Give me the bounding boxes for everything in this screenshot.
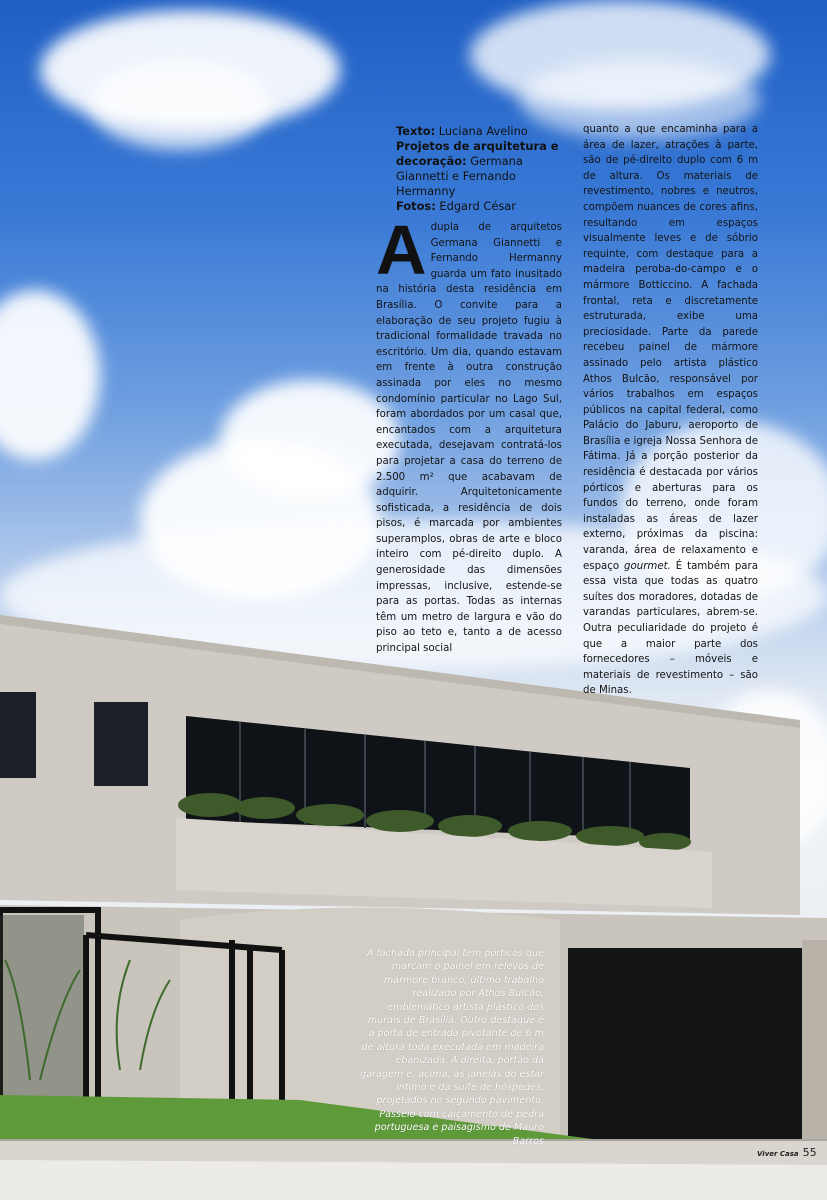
credit-photos-author: Edgard César [439,199,516,213]
credit-label-text: Texto: [396,124,436,138]
garage-door [568,948,802,1140]
page-number: 55 [802,1146,817,1159]
article-col2-text-b: É também para essa vista que todas as quatro suítes dos moradores, dotadas de varandas particulares, abrem-se. Outra peculiaridade do projeto é que a maior parte dos fornecedores – móveis e materiais de revestimento – são de Minas. [583,560,758,697]
credit-text-author: Luciana Avelino [438,124,528,138]
article-column-1 [376,211,562,657]
drop-cap: A [376,211,427,289]
credit-label-photos: Fotos: [396,199,436,213]
credit-label-projects: Projetos de arquitetura e decoração: [396,139,559,168]
article-col2-text-a: quanto a que encaminha para a área de lazer, atrações à parte, são de pé-direito duplo com 6 m de altura. Os materiais de revestimento, nobres e neutros, compõem nuances de cores afins, resultando em espaços visualmente leves e de sóbrio requinte, com destaque para a madeira peroba-do-campo e o mármore Botticcino. A fachada frontal, reta e discretamente estruturada, exibe uma preciosidade. Parte da parede recebeu painel de mármore assinado pelo artista plástico Athos Bulcão, responsável por vários trabalhos em espaços públicos na capital federal, como Palácio do Jaburu, aeroporto de Brasília e igreja Nossa Senhora de Fátima. Já a porção posterior da residência é destacada por vários pórticos e aberturas para os fundos do terreno, onde foram instaladas as áreas de lazer externo, próximas da piscina: varanda, área de relaxamento e espaço [583,124,758,572]
article-column-2 [583,122,758,699]
magazine-brand: Viver Casa [757,1150,799,1158]
credit-projects-authors: Germana Giannetti e Fernando Hermanny [396,154,523,198]
article-col1-text: dupla de arquitetos Germana Giannetti e Fernando Hermanny guarda um fato inusitado na história desta residência em Brasília. O convite para a elaboração de seu projeto fugiu à tradicional formalidade travada no escritório. Um dia, quando estavam em frente à outra construção assinada por eles no mesmo condomínio particular no Lago Sul, foram abordados por um casal que, encantados com a arquitetura executada, desejavam contratá-los para projetar a casa do terreno de 2.500 m² que acabavam de adquirir. Arquitetonicamente sofisticada, a residência de dois pisos, é marcada por ambientes superamplos, obras de arte e bloco inteiro com pé-direito duplo. A generosidade das dimensões impressas, inclusive, estende-se para as portas. Todas as internas têm um metro de largura e vão do piso ao teto e, tanto a de acesso principal social [376,222,562,655]
window-left-1 [0,692,36,778]
window-left-2 [94,702,148,786]
page-folio [757,1146,817,1159]
photo-caption: A fachada principal tem pórticos que marcam o painel em relevos de mármore branco, último trabalho realizado por Athos Bulcão, emblemático artista plástico dos murais de Brasília. Outro destaque é a porta de entrada pivotante de 6 m de altura toda executada em madeira ebanizada. À direita, portão da garagem e, acima, as janelas do estar íntimo e da suíte de hóspedes, projetados no segundo pavimento. Passeio com caiçamento de pedra portuguesa e paisagismo de Mauro Barros [360,948,544,1147]
credits-block [396,124,576,214]
article-col2-italic: gourmet. [624,560,671,572]
